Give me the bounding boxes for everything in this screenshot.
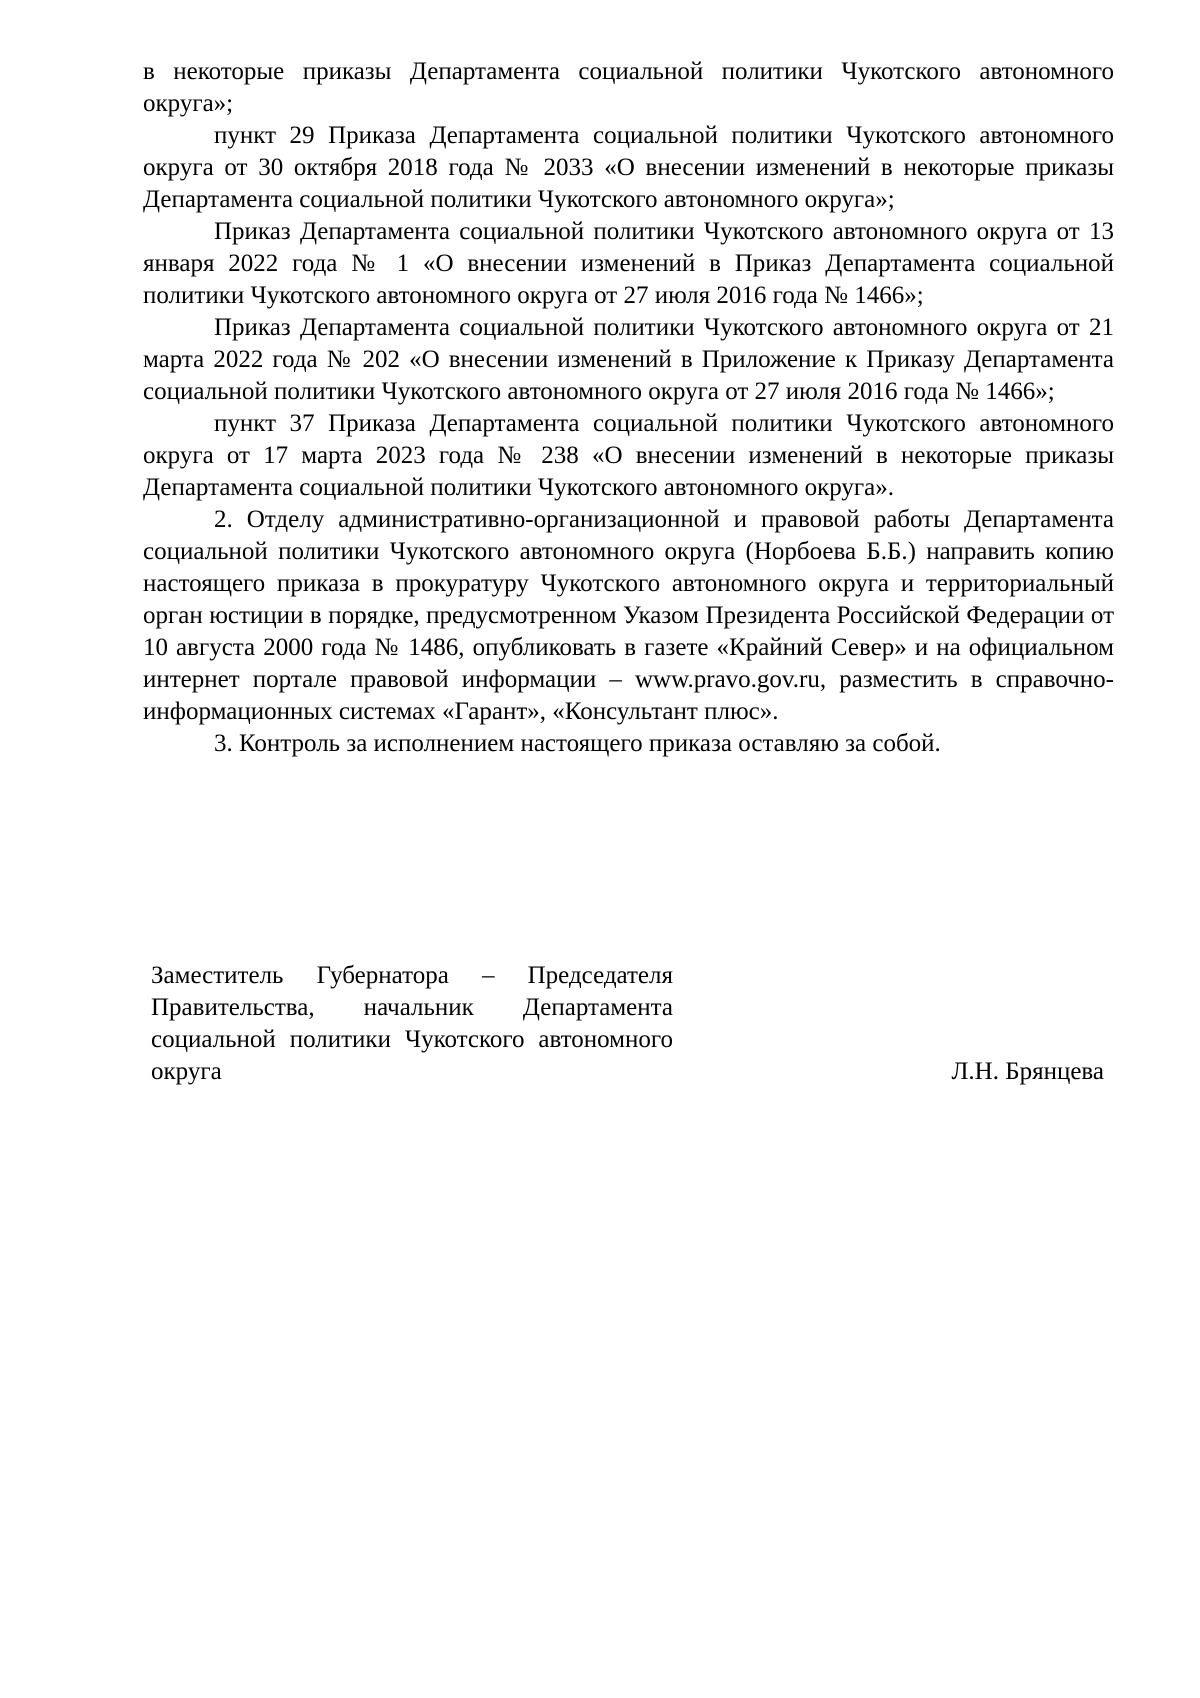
- paragraph-1: в некоторые приказы Департамента социальной политики Чукотского автономного округа»;: [143, 58, 1114, 117]
- signatory-name: Л.Н. Брянцева: [951, 1058, 1104, 1085]
- signatory-position: Заместитель Губернатора – Председателя Правительства, начальник Департамента социальной политики Чукотского автономного округа: [151, 962, 673, 1085]
- paragraph-7: 3. Контроль за исполнением настоящего приказа оставляю за собой.: [214, 730, 941, 757]
- document-body: [143, 56, 1114, 760]
- paragraph-5: пункт 37 Приказа Департамента социальной политики Чукотского автономного округа от 17 марта 2023 года № 238 «О внесении изменений в некоторые приказы Департамента социальной политики Чукотского автономного округа».: [143, 410, 1114, 501]
- paragraph-6: 2. Отделу административно-организационной и правовой работы Департамента социальной политики Чукотского автономного округа (Норбоева Б.Б.) направить копию настоящего приказа в прокуратуру Чукотского автономного округа и территориальный орган юстиции в порядке, предусмотренном Указом Президента Российской Федерации от 10 августа 2000 года № 1486, опубликовать в газете «Крайний Север» и на официальном интернет портале правовой информации – www.pravo.gov.ru, разместить в справочно-информационных системах «Гарант», «Консультант плюс».: [143, 506, 1114, 725]
- paragraph-4: Приказ Департамента социальной политики Чукотского автономного округа от 21 марта 2022 года № 202 «О внесении изменений в Приложение к Приказу Департамента социальной политики Чукотского автономного округа от 27 июля 2016 года № 1466»;: [143, 314, 1114, 405]
- paragraph-3: Приказ Департамента социальной политики Чукотского автономного округа от 13 января 2022 года № 1 «О внесении изменений в Приказ Департамента социальной политики Чукотского автономного округа от 27 июля 2016 года № 1466»;: [143, 218, 1114, 309]
- paragraph-2: пункт 29 Приказа Департамента социальной политики Чукотского автономного округа от 30 октября 2018 года № 2033 «О внесении изменений в некоторые приказы Департамента социальной политики Чукотского автономного округа»;: [143, 122, 1114, 213]
